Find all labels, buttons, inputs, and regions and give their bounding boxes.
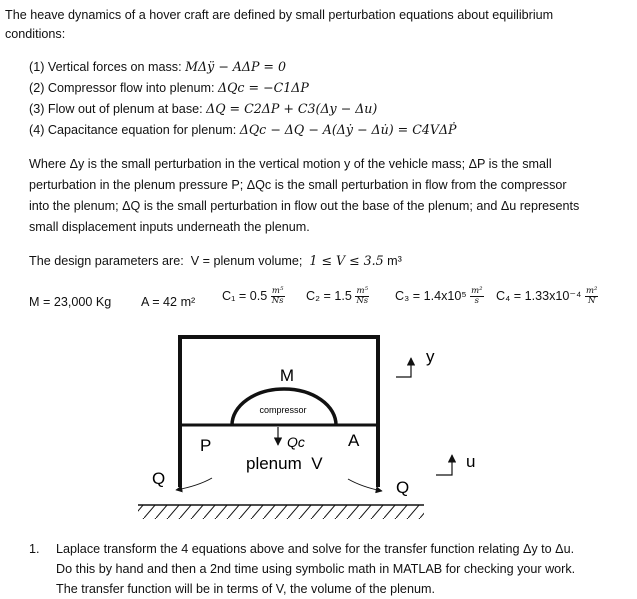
question-number: 1.: [29, 542, 40, 556]
equation-2-number: (2): [29, 81, 45, 95]
param-c1-unit-den: Ns: [271, 296, 284, 307]
compressor-label: compressor: [259, 405, 307, 415]
description-line-1: Where Δy is the small perturbation in the vertical motion y of the vehicle mass; ΔP is the small: [29, 157, 552, 171]
design-v-def: V = plenum volume;: [190, 254, 303, 268]
param-c1-unit-num: m⁵: [271, 286, 284, 297]
intro-line-1: The heave dynamics of a hover craft are defined by small perturbation equations about equilibrium: [5, 8, 554, 22]
design-unit: m³: [387, 254, 402, 268]
equation-3-label: Flow out of plenum at base:: [47, 102, 203, 116]
param-a: A = 42 m²: [141, 295, 196, 309]
pressure-label: P: [200, 436, 212, 455]
param-c4-unit-den: N: [587, 296, 596, 307]
design-range: 1 ≤ V ≤ 3.5: [309, 253, 384, 268]
question-line-2: Do this by hand and then a 2nd time using symbolic math in MATLAB for checking your work.: [56, 562, 576, 576]
param-c2-unit-num: m⁵: [356, 286, 368, 297]
description-line-4: small displacement inputs underneath the plenum.: [29, 220, 310, 234]
question-line-1: Laplace transform the 4 equations above and solve for the transfer function relating Δy to Δu.: [56, 542, 575, 556]
equation-1-math: MΔÿ − AΔP = 0: [185, 59, 286, 74]
q-left-label: Q: [152, 469, 166, 488]
area-label: A: [348, 431, 360, 450]
equation-4-label: Capacitance equation for plenum:: [47, 123, 237, 137]
equation-3-number: (3): [29, 102, 45, 116]
design-lead: The design parameters are:: [29, 254, 184, 268]
qc-label: Qc: [287, 434, 305, 450]
param-m: M = 23,000 Kg: [29, 295, 112, 309]
u-label: u: [466, 452, 476, 471]
param-c2-unit-den: Ns: [356, 296, 369, 307]
equation-1-number: (1): [29, 60, 45, 74]
equation-4-math: ΔQc − ΔQ − A(Δẏ − Δu̇) = C4VΔṖ: [239, 122, 457, 137]
q-right-label: Q: [396, 478, 410, 497]
equation-2-label: Compressor flow into plenum:: [47, 81, 215, 95]
param-c3-value: C₃ = 1.4x10⁵: [395, 289, 467, 303]
y-label: y: [426, 347, 435, 366]
equation-2-math: ΔQc = −C1ΔP: [218, 80, 309, 95]
ground-hatch: [138, 505, 424, 519]
intro-line-2: conditions:: [5, 27, 66, 41]
param-c2-value: C₂ = 1.5: [306, 289, 352, 303]
param-c1-value: C₁ = 0.5: [222, 289, 268, 303]
mass-label: M: [279, 366, 295, 385]
equation-4-number: (4): [29, 123, 45, 137]
description-line-2: perturbation in the plenum pressure P; ΔQc is the small perturbation in flow from the compressor: [29, 178, 567, 192]
equation-3-math: ΔQ = C2ΔP + C3(Δy − Δu): [206, 101, 378, 116]
plenum-label: plenum V: [246, 454, 323, 473]
equation-1-label: Vertical forces on mass:: [47, 60, 182, 74]
param-c4-unit-num: m²: [585, 286, 598, 297]
param-c3-unit-den: s: [474, 296, 480, 307]
question-line-3: The transfer function will be in terms of V, the volume of the plenum.: [56, 582, 435, 596]
param-c3-unit-num: m²: [471, 286, 483, 297]
u-arrow: [436, 455, 452, 475]
description-line-3: into the plenum; ΔQ is the small perturbation in flow out the base of the plenum; and Δu represents: [29, 199, 580, 213]
y-arrow: [396, 358, 411, 377]
param-c4-value: C₄ = 1.33x10⁻⁴: [496, 289, 582, 303]
